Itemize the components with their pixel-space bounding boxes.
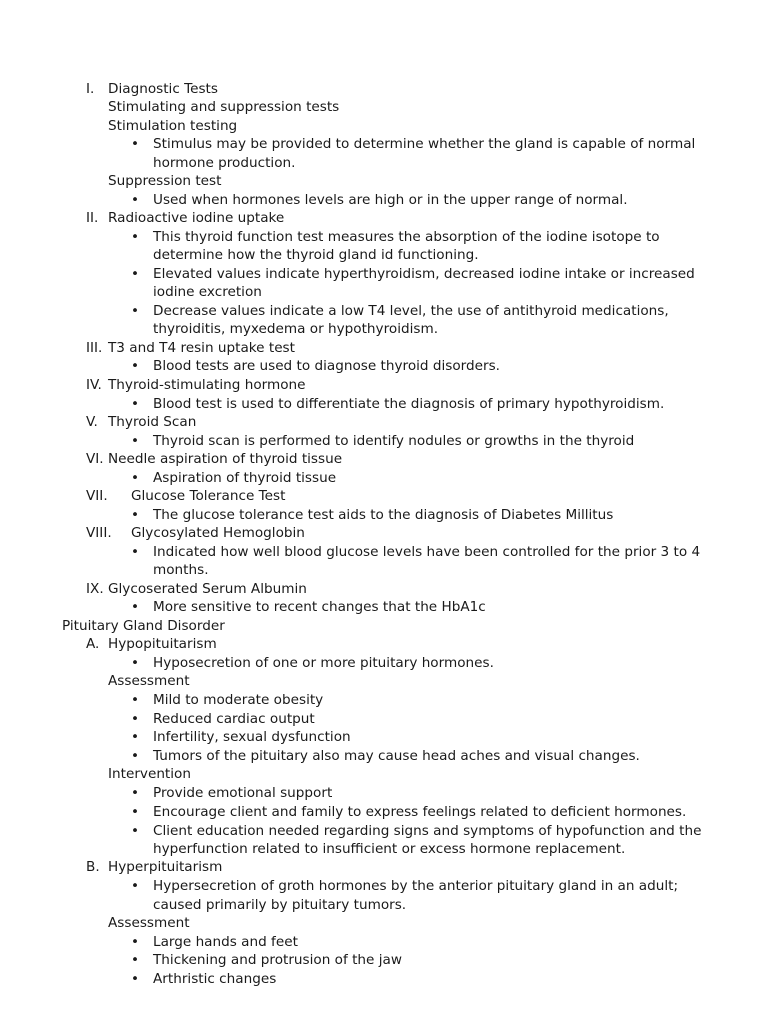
bullet-glyph: •	[131, 358, 140, 375]
outline-letter: A.	[86, 635, 100, 652]
list-item-text: Mild to moderate obesity	[153, 691, 324, 708]
list-item	[0, 933, 768, 951]
bullet-glyph: •	[131, 136, 140, 153]
list-item	[0, 710, 768, 728]
list-item	[0, 691, 768, 709]
list-item-text: Arthristic changes	[153, 971, 277, 988]
outline-item-tsh	[0, 376, 768, 394]
outline-letter: B.	[86, 859, 100, 876]
outline-item-t3-t4	[0, 339, 768, 357]
outline-number: VIII.	[86, 525, 112, 542]
bullet-glyph: •	[131, 654, 140, 671]
list-item-text: The glucose tolerance test aids to the diagnosis of Diabetes Millitus	[153, 506, 614, 523]
bullet-glyph: •	[131, 303, 140, 320]
outline-number: V.	[86, 413, 98, 430]
bullet-glyph: •	[131, 785, 140, 802]
bullet-glyph: •	[131, 432, 140, 449]
bullet-glyph: •	[131, 506, 140, 523]
bullet-glyph: •	[131, 971, 140, 988]
list-item	[0, 598, 768, 616]
document-body	[0, 80, 768, 989]
bullet-glyph: •	[131, 933, 140, 950]
bullet-glyph: •	[131, 469, 140, 486]
outline-number: I.	[86, 81, 95, 97]
outline-item-hyperpituitarism	[0, 858, 768, 876]
outline-label: Needle aspiration of thyroid tissue	[108, 450, 343, 467]
bullet-glyph: •	[131, 228, 140, 245]
subheading-assessment: Assessment	[108, 673, 190, 689]
list-item-text: Blood tests are used to diagnose thyroid disorders.	[153, 358, 501, 375]
list-item-text: Used when hormones levels are high or in the upper range of normal.	[153, 191, 628, 208]
outline-label: Hypopituitarism	[108, 635, 217, 652]
list-item	[0, 543, 768, 580]
outline-label: Thyroid Scan	[108, 413, 197, 430]
outline-number: VI.	[86, 450, 104, 467]
list-item	[0, 357, 768, 375]
list-item	[0, 728, 768, 746]
bullet-glyph: •	[131, 395, 140, 412]
outline-label: Hyperpituitarism	[108, 859, 223, 876]
outline-label: Thyroid-stimulating hormone	[108, 376, 306, 393]
list-item-text: Large hands and feet	[153, 933, 298, 950]
list-item	[0, 432, 768, 450]
outline-number: IV.	[86, 376, 102, 393]
outline-item-glycoserated-albumin	[0, 580, 768, 598]
bullet-glyph: •	[131, 265, 140, 282]
list-item-text: More sensitive to recent changes that the HbA1c	[153, 599, 486, 616]
outline-label: Glucose Tolerance Test	[131, 488, 286, 505]
bullet-glyph: •	[131, 691, 140, 708]
outline-item-radioactive-iodine	[0, 209, 768, 227]
list-item-text: Indicated how well blood glucose levels have been controlled for the prior 3 to 4 months.	[153, 543, 701, 579]
outline-number: II.	[86, 210, 99, 227]
bullet-glyph: •	[131, 952, 140, 969]
list-item-text: Client education needed regarding signs and symptoms of hypofunction and the hyperfunction related to insufficient or excess hormone replacement.	[153, 822, 702, 858]
list-item	[0, 970, 768, 988]
outline-item-thyroid-scan	[0, 413, 768, 431]
bullet-glyph: •	[131, 748, 140, 765]
outline-item-needle-aspiration	[0, 450, 768, 468]
list-item	[0, 654, 768, 672]
bullet-glyph: •	[131, 822, 140, 839]
outline-label: Radioactive iodine uptake	[108, 210, 285, 227]
list-item	[0, 135, 768, 172]
outline-label: Diagnostic Tests	[108, 81, 218, 97]
bullet-glyph: •	[131, 543, 140, 560]
list-item-text: Tumors of the pituitary also may cause head aches and visual changes.	[153, 748, 640, 765]
list-item-text: Thickening and protrusion of the jaw	[153, 952, 402, 969]
outline-number: IX.	[86, 580, 104, 597]
list-item	[0, 469, 768, 487]
subheading-stimulation-testing: Stimulation testing	[108, 117, 238, 134]
list-item-text: Reduced cardiac output	[153, 710, 315, 727]
subheading-suppression-test: Suppression test	[108, 172, 222, 189]
list-item-text: Decrease values indicate a low T4 level, the use of antithyroid medications, thyroiditis, myxedema or hypothyroidism.	[153, 303, 669, 338]
subheading-intervention: Intervention	[108, 766, 191, 783]
list-item	[0, 265, 768, 302]
section-heading-pituitary: Pituitary Gland Disorder	[62, 617, 225, 634]
list-item-text: Blood test is used to differentiate the diagnosis of primary hypothyroidism.	[153, 395, 665, 412]
list-item	[0, 228, 768, 265]
outline-item-glucose-tolerance	[0, 487, 768, 505]
list-item-text: Encourage client and family to express feelings related to deficient hormones.	[153, 804, 687, 821]
bullet-glyph: •	[131, 710, 140, 727]
outline-item-hypopituitarism	[0, 635, 768, 653]
list-item-text: Provide emotional support	[153, 785, 333, 802]
list-item-text: Infertility, sexual dysfunction	[153, 729, 351, 746]
list-item	[0, 803, 768, 821]
list-item	[0, 784, 768, 802]
bullet-glyph: •	[131, 599, 140, 616]
list-item-text: Stimulus may be provided to determine whether the gland is capable of normal hormone production.	[153, 136, 696, 171]
list-item	[0, 877, 768, 914]
list-item	[0, 951, 768, 969]
outline-label: T3 and T4 resin uptake test	[108, 339, 295, 356]
list-item	[0, 747, 768, 765]
list-item-text: Hyposecretion of one or more pituitary hormones.	[153, 654, 494, 671]
list-item-text: Elevated values indicate hyperthyroidism, decreased iodine intake or increased iodine excretion	[153, 265, 695, 301]
outline-item-glycosylated-hemoglobin	[0, 524, 768, 542]
list-item-text: Aspiration of thyroid tissue	[153, 469, 337, 486]
outline-number: III.	[86, 339, 103, 356]
list-item-text: This thyroid function test measures the absorption of the iodine isotope to determine how the thyroid gland id functioning.	[153, 228, 660, 264]
outline-label: Glycoserated Serum Albumin	[108, 580, 307, 597]
list-item	[0, 822, 768, 859]
list-item-text: Hypersecretion of groth hormones by the anterior pituitary gland in an adult; caused primarily by pituitary tumors.	[153, 878, 679, 913]
bullet-glyph: •	[131, 729, 140, 746]
outline-item-diagnostic-tests	[0, 80, 768, 98]
list-item	[0, 506, 768, 524]
list-item	[0, 302, 768, 339]
outline-label: Glycosylated Hemoglobin	[131, 525, 305, 542]
outline-number: VII.	[86, 488, 108, 505]
subheading-assessment: Assessment	[108, 914, 190, 931]
list-item	[0, 191, 768, 209]
subheading-stimulating-suppression: Stimulating and suppression tests	[108, 99, 340, 116]
list-item	[0, 395, 768, 413]
list-item-text: Thyroid scan is performed to identify nodules or growths in the thyroid	[153, 432, 635, 449]
bullet-glyph: •	[131, 804, 140, 821]
bullet-glyph: •	[131, 878, 140, 895]
bullet-glyph: •	[131, 191, 140, 208]
